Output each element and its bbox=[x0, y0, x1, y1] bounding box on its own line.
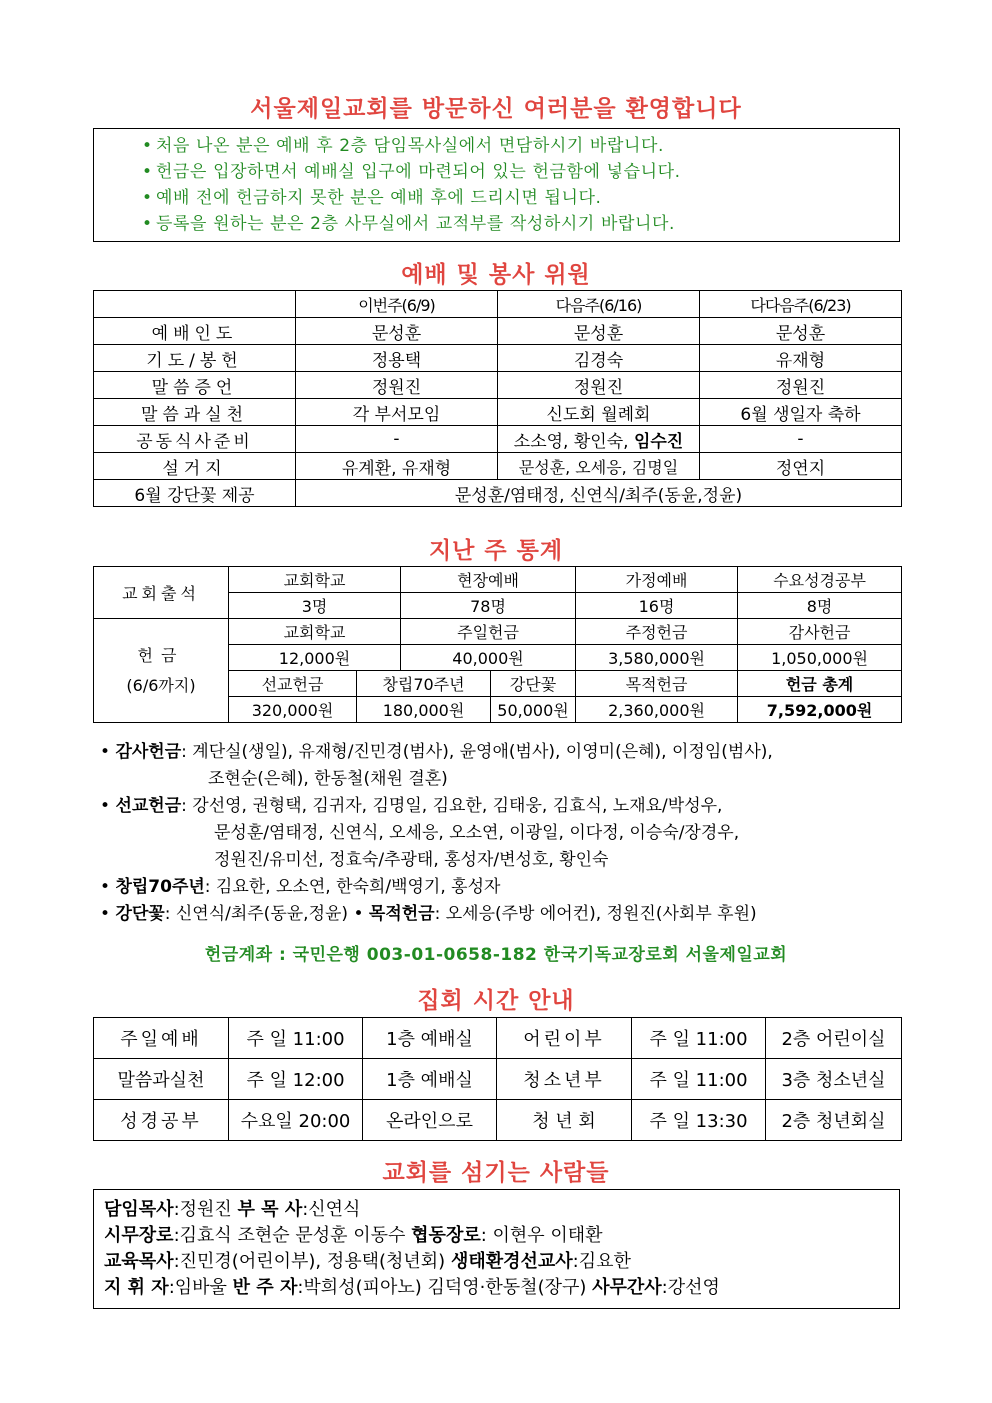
table-cell: 수요일 20:00 bbox=[229, 1100, 363, 1141]
table-row bbox=[94, 480, 902, 507]
table-row bbox=[94, 372, 902, 399]
duty-title: 예배 및 봉사 위원 bbox=[401, 262, 591, 288]
table-cell: 유재형 bbox=[700, 345, 902, 372]
row-label: 헌금 bbox=[137, 645, 185, 665]
table-header: 가정예배 bbox=[576, 567, 738, 593]
table-cell: 16명 bbox=[576, 593, 738, 619]
table-row bbox=[94, 619, 902, 645]
staff-line: 교육목사:진민경(어린이부), 정용택(청년회) 생태환경선교사:김요한 bbox=[104, 1251, 631, 1272]
table-row bbox=[94, 1100, 902, 1141]
table-cell: - bbox=[700, 426, 902, 453]
table-header: 주정헌금 bbox=[576, 619, 738, 645]
staff-box bbox=[93, 1189, 900, 1309]
table-header: 수요성경공부 bbox=[738, 567, 902, 593]
staff-line: 담임목사:정원진 부 목 사:신연식 bbox=[104, 1199, 361, 1220]
table-row bbox=[94, 345, 902, 372]
table-header: 교회학교 bbox=[229, 567, 401, 593]
note-line: • 강단꽃: 신연식/최주(동윤,정윤) • 목적헌금: 오세응(주방 에어컨), 정원진(사회부 후원) bbox=[100, 904, 757, 924]
table-header: 창립70주년 bbox=[357, 671, 491, 697]
welcome-line: • 등록을 원하는 분은 2층 사무실에서 교적부를 작성하시기 바랍니다. bbox=[142, 214, 676, 234]
welcome-title: 서울제일교회를 방문하신 여러분을 환영합니다 bbox=[250, 96, 742, 122]
table-cell: 40,000원 bbox=[401, 645, 576, 671]
welcome-line: • 예배 전에 헌금하지 못한 분은 예배 후에 드리시면 됩니다. bbox=[142, 188, 602, 208]
note-line: 정원진/유미선, 정효숙/추광태, 홍성자/변성호, 황인숙 bbox=[214, 850, 609, 870]
table-cell: 78명 bbox=[401, 593, 576, 619]
total-value: 7,592,000원 bbox=[738, 697, 902, 723]
row-label: 예배인도 bbox=[94, 318, 296, 345]
table-row bbox=[94, 453, 902, 480]
table-cell: 정원진 bbox=[296, 372, 498, 399]
table-cell: 2,360,000원 bbox=[576, 697, 738, 723]
table-cell: 주 일 11:00 bbox=[229, 1018, 363, 1059]
table-row bbox=[94, 399, 902, 426]
table-header: 교회학교 bbox=[229, 619, 401, 645]
row-label: 기도/봉헌 bbox=[94, 345, 296, 372]
table-cell: - bbox=[296, 426, 498, 453]
table-cell: 주 일 11:00 bbox=[632, 1059, 766, 1100]
table-header: 선교헌금 bbox=[229, 671, 357, 697]
table-cell: 신도회 월례회 bbox=[498, 399, 700, 426]
bold-name: 임수진 bbox=[633, 431, 684, 452]
table-cell: 청소년부 bbox=[497, 1059, 632, 1100]
table-header: 주일헌금 bbox=[401, 619, 576, 645]
table-cell bbox=[94, 291, 296, 318]
table-cell: 문성훈 bbox=[296, 318, 498, 345]
table-cell: 정용택 bbox=[296, 345, 498, 372]
table-header: 감사헌금 bbox=[738, 619, 902, 645]
duty-table bbox=[93, 290, 902, 507]
row-label: 6월 강단꽃 제공 bbox=[94, 480, 296, 507]
schedule-title: 집회 시간 안내 bbox=[417, 988, 575, 1014]
table-cell: 주일예배 bbox=[94, 1018, 229, 1059]
table-cell: 문성훈 bbox=[498, 318, 700, 345]
table-row bbox=[94, 318, 902, 345]
table-cell: 2층 청년회실 bbox=[766, 1100, 902, 1141]
table-cell: 12,000원 bbox=[229, 645, 401, 671]
table-row bbox=[94, 1059, 902, 1100]
table-cell: 성경공부 bbox=[94, 1100, 229, 1141]
table-row bbox=[94, 567, 902, 593]
schedule-table bbox=[93, 1017, 902, 1141]
welcome-box bbox=[93, 128, 900, 242]
table-cell: 6월 생일자 축하 bbox=[700, 399, 902, 426]
table-cell: 정원진 bbox=[498, 372, 700, 399]
table-cell: 주 일 13:30 bbox=[632, 1100, 766, 1141]
table-cell: 1층 예배실 bbox=[363, 1059, 497, 1100]
table-cell: 180,000원 bbox=[357, 697, 491, 723]
table-cell: 3명 bbox=[229, 593, 401, 619]
stats-table bbox=[93, 566, 902, 723]
table-cell: 문성훈, 오세응, 김명일 bbox=[498, 453, 700, 480]
stats-title: 지난 주 통계 bbox=[428, 538, 564, 564]
welcome-line: • 처음 나온 분은 예배 후 2층 담임목사실에서 면담하시기 바랍니다. bbox=[142, 136, 665, 156]
note-line: • 감사헌금: 계단실(생일), 유재형/진민경(범사), 윤영애(범사), 이영미(은혜), 이정임(범사), bbox=[100, 742, 773, 762]
table-row bbox=[94, 426, 902, 453]
week-header: 다다음주(6/23) bbox=[700, 291, 902, 318]
table-header: 강단꽃 bbox=[491, 671, 576, 697]
table-cell: 김경숙 bbox=[498, 345, 700, 372]
note-line: • 창립70주년: 김요한, 오소연, 한숙희/백영기, 홍성자 bbox=[100, 877, 501, 897]
row-label: 교회출석 bbox=[94, 567, 229, 619]
table-cell: 1,050,000원 bbox=[738, 645, 902, 671]
note-line: 조현순(은혜), 한동철(채원 결혼) bbox=[208, 769, 448, 789]
table-header: 현장예배 bbox=[401, 567, 576, 593]
table-cell: 온라인으로 bbox=[363, 1100, 497, 1141]
table-cell: 주 일 11:00 bbox=[632, 1018, 766, 1059]
note-line: 문성훈/염태정, 신연식, 오세응, 오소연, 이광일, 이다정, 이승숙/장경우, bbox=[214, 823, 740, 843]
table-cell: 3층 청소년실 bbox=[766, 1059, 902, 1100]
staff-title: 교회를 섬기는 사람들 bbox=[382, 1160, 610, 1186]
row-label: 설거지 bbox=[94, 453, 296, 480]
table-cell: 유계환, 유재형 bbox=[296, 453, 498, 480]
table-cell: 청 년 회 bbox=[497, 1100, 632, 1141]
table-row bbox=[94, 1018, 902, 1059]
table-cell: 각 부서모임 bbox=[296, 399, 498, 426]
row-label: 말씀증언 bbox=[94, 372, 296, 399]
table-cell: 문성훈/염태정, 신연식/최주(동윤,정윤) bbox=[296, 480, 902, 507]
note-line: • 선교헌금: 강선영, 권형택, 김귀자, 김명일, 김요한, 김태웅, 김효식, 노재요/박성우, bbox=[100, 796, 723, 816]
row-sublabel: (6/6까지) bbox=[126, 675, 196, 695]
table-header: 목적헌금 bbox=[576, 671, 738, 697]
week-header: 다음주(6/16) bbox=[498, 291, 700, 318]
welcome-line: • 헌금은 입장하면서 예배실 입구에 마련되어 있는 헌금함에 넣습니다. bbox=[142, 162, 681, 182]
table-cell: 정연지 bbox=[700, 453, 902, 480]
table-cell: 320,000원 bbox=[229, 697, 357, 723]
staff-line: 시무장로:김효식 조현순 문성훈 이동수 협동장로: 이현우 이태환 bbox=[104, 1225, 603, 1246]
table-cell: 문성훈 bbox=[700, 318, 902, 345]
table-cell: 주 일 12:00 bbox=[229, 1059, 363, 1100]
table-cell: 50,000원 bbox=[491, 697, 576, 723]
table-row bbox=[94, 291, 902, 318]
table-cell: 8명 bbox=[738, 593, 902, 619]
week-header: 이번주(6/9) bbox=[296, 291, 498, 318]
table-cell: 3,580,000원 bbox=[576, 645, 738, 671]
staff-line: 지 휘 자:임바울 반 주 자:박희성(피아노) 김덕영·한동철(장구) 사무간사:강선영 bbox=[104, 1277, 720, 1298]
row-label: 말씀과실천 bbox=[94, 399, 296, 426]
table-cell: 말씀과실천 bbox=[94, 1059, 229, 1100]
table-cell: 소소영, 황인숙, 임수진 bbox=[498, 426, 700, 453]
table-cell: 정원진 bbox=[700, 372, 902, 399]
total-header: 헌금 총계 bbox=[738, 671, 902, 697]
offering-notes bbox=[100, 739, 920, 928]
row-label: 공동식사준비 bbox=[94, 426, 296, 453]
offering-account: 헌금계좌 : 국민은행 003-01-0658-182 한국기독교장로회 서울제일교회 bbox=[204, 945, 788, 965]
table-cell: 1층 예배실 bbox=[363, 1018, 497, 1059]
offering-label-cell bbox=[94, 619, 229, 723]
table-cell: 어린이부 bbox=[497, 1018, 632, 1059]
table-cell: 2층 어린이실 bbox=[766, 1018, 902, 1059]
